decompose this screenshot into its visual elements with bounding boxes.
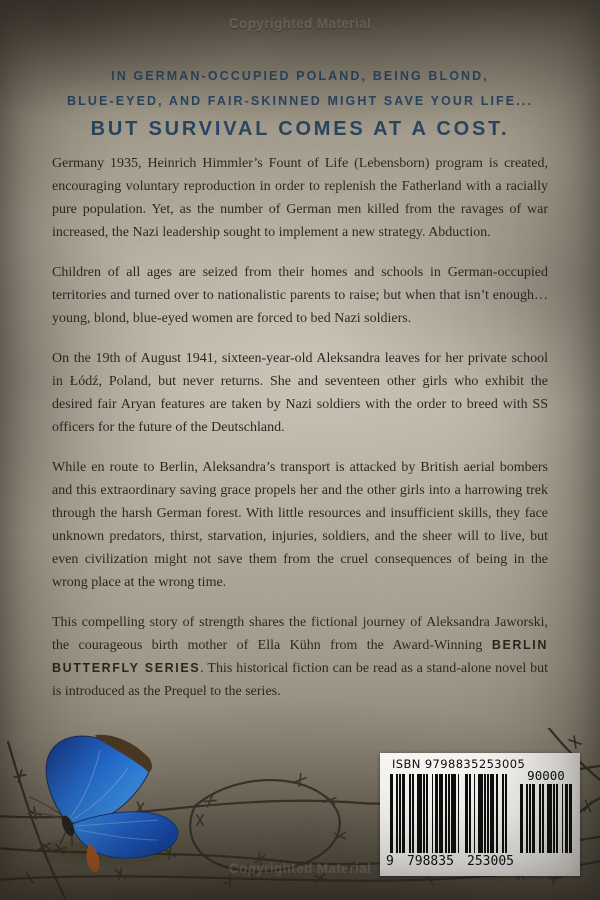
copyright-watermark-top: Copyrighted Material — [228, 16, 372, 31]
copyright-watermark-bottom: Copyrighted Material — [228, 861, 372, 876]
synopsis-paragraph-3: On the 19th of August 1941, sixteen-year-old Aleksandra leaves for her private school in Łódź, Poland, but never returns. She and seventeen other girls who exhibit the desired fair Aryan features are taken by Nazi soldiers with the order to breed with SS officers for the future of the Deutschland. — [52, 351, 548, 435]
barcode-panel — [380, 753, 580, 876]
tagline-line-2: BLUE-EYED, AND FAIR-SKINNED MIGHT SAVE YOUR LIFE... — [67, 94, 533, 108]
butterfly-illustration — [27, 735, 178, 872]
series-text-before: This compelling story of strength shares the fictional journey of Aleksandra Jaworski, the courageous birth mother of Ella Kühn from the Award-Winning — [52, 615, 548, 653]
synopsis-paragraph-5 — [52, 611, 548, 703]
barcode-digit-group-1: 9 — [386, 854, 394, 869]
barcode-digit-group-2: 798835 — [406, 854, 454, 869]
isbn-label: ISBN 9798835253005 — [392, 757, 526, 771]
barcode-bars-main — [390, 774, 508, 853]
series-text-after: . This historical fiction can be read as a stand-alone novel but is introduced as the Prequel to the series. — [52, 661, 548, 699]
tagline-line-3: BUT SURVIVAL COMES AT A COST. — [90, 118, 510, 140]
synopsis-block — [52, 152, 548, 720]
synopsis-paragraph-4: While en route to Berlin, Aleksandra’s transport is attacked by British aerial bombers and this extraordinary saving grace propels her and the other girls into a harrowing trek through the harsh German forest. With little resources and insufficient skills, they face unknown predators, thirst, starvation, injuries, soldiers, and the sheer will to live, but even civilization might not save them from the cruel consequences of being in the wrong place at the wrong time. — [52, 460, 548, 590]
barcode-digits — [386, 854, 514, 869]
synopsis-paragraph-2: Children of all ages are seized from their homes and schools in German-occupied territories and turned over to nationalistic parents to raise; but when that isn’t enough…young, blond, blue-eyed women are forced to bed Nazi soldiers. — [52, 265, 548, 326]
barcode-price-code: 90000 — [527, 768, 565, 783]
tagline-block — [0, 64, 600, 143]
tagline-line-1: IN GERMAN-OCCUPIED POLAND, BEING BLOND, — [111, 69, 489, 83]
barcode-bars-supplement — [520, 784, 572, 853]
synopsis-paragraph-1: Germany 1935, Heinrich Himmler’s Fount of Life (Lebensborn) program is created, encouraging voluntary reproduction in order to replenish the Fatherland with a racially pure population. Yet, as the number of German men killed from the ravages of war increased, the Nazi leadership sought to implement a new strategy. Abduction. — [52, 156, 548, 240]
barcode-digit-group-3: 253005 — [467, 854, 514, 869]
series-title: BERLIN BUTTERFLY SERIES — [52, 638, 548, 675]
